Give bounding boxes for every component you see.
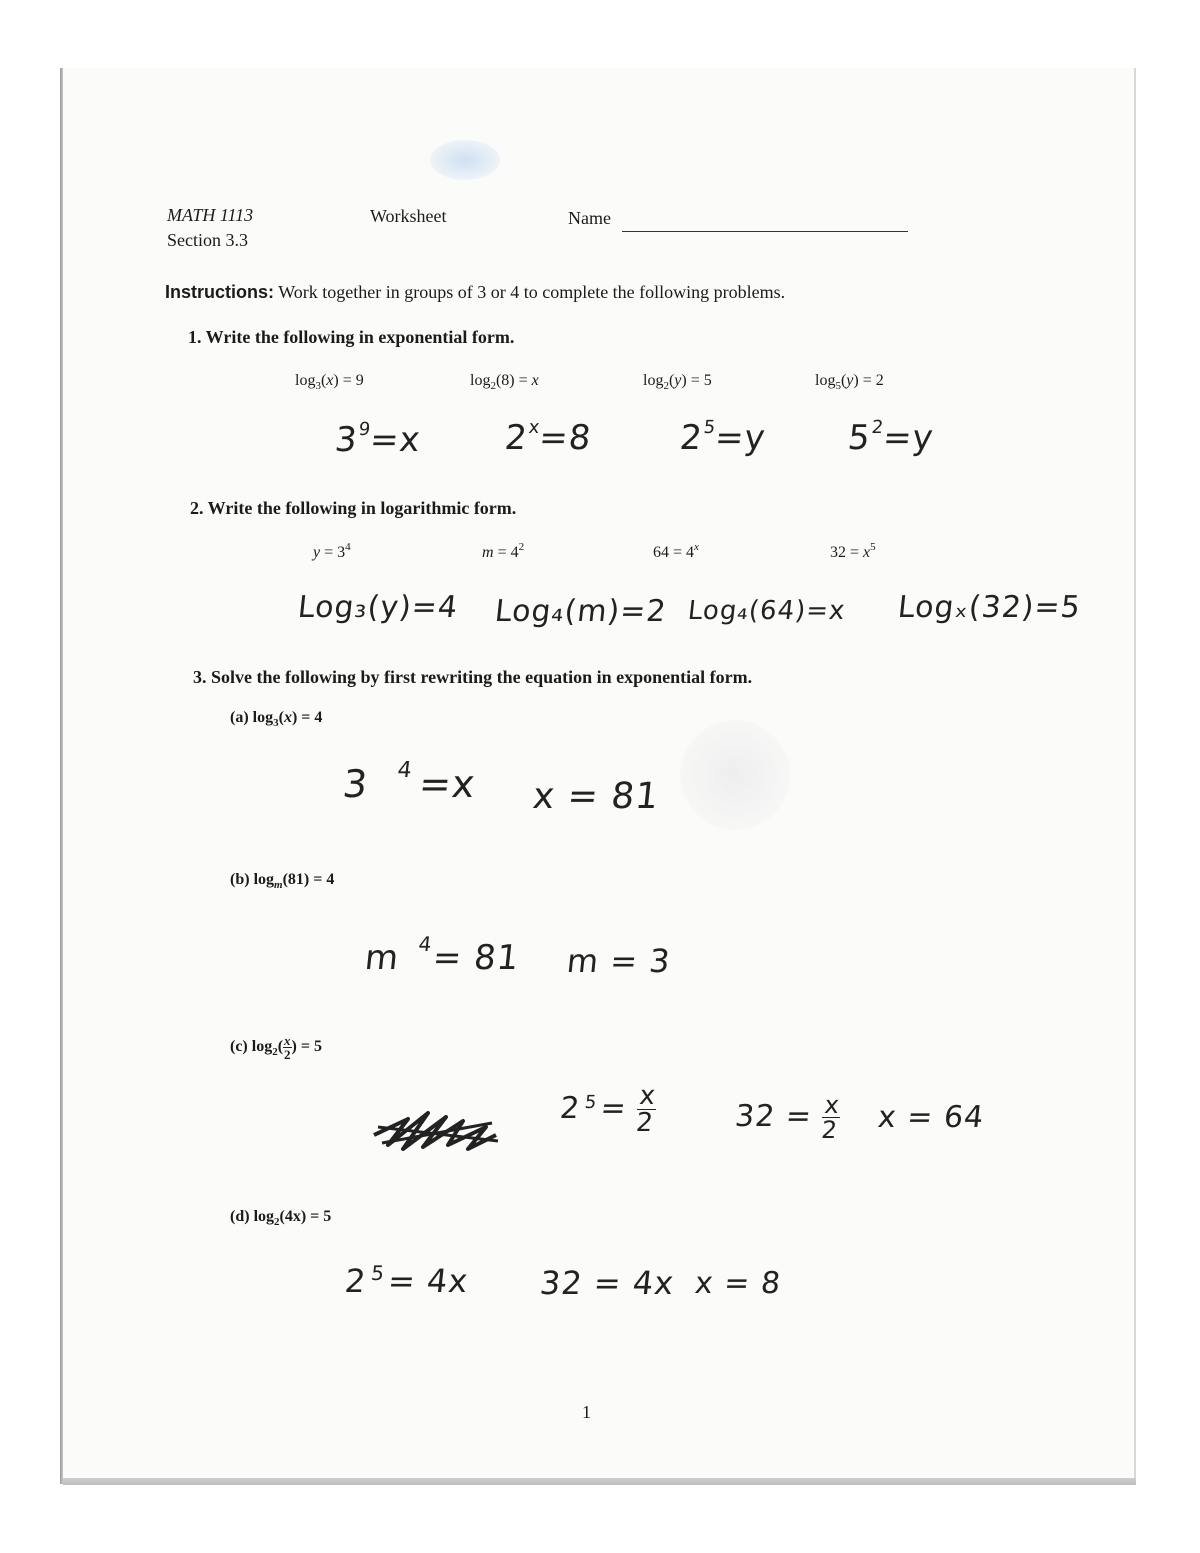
name-field[interactable] — [622, 231, 908, 232]
page-number: 1 — [582, 1402, 591, 1422]
problem-1-prompt: 1. Write the following in exponential form. — [188, 327, 515, 347]
p3c-work-step1: $2^5=$ $\frac{x}{2}$ — [558, 1081, 658, 1138]
p3a-work-answer: x = 81 — [530, 776, 662, 817]
p3a-work-exponential: 3 $^4$=x — [340, 758, 478, 806]
p3c-equation: (c) $\log_2$( $\frac{x}{2}$ ) = 5 — [230, 1033, 322, 1062]
p3d-work-answer: x = 8 — [693, 1266, 783, 1301]
problem-2-prompt: 2. Write the following in logarithmic form. — [190, 498, 517, 518]
instructions-text: Work together in groups of 3 or 4 to complete the following problems. — [278, 282, 786, 302]
p3d-work-step2: 32 = 4x — [538, 1264, 677, 1302]
p2-equation-2: $m = 4^2$ — [482, 541, 525, 561]
name-label: Name — [568, 208, 611, 228]
p1-equation-4: $\log_5(y) = 2$ — [815, 372, 884, 392]
p3d-work-step1: $2^5= 4x$ — [343, 1261, 471, 1300]
p1-equation-2: $\log_2(8) = x$ — [470, 372, 539, 392]
p3a-equation: (a) $\log_3(x) = 4$ — [230, 709, 323, 729]
smudge — [680, 720, 790, 830]
ink-blot — [430, 140, 500, 180]
course-title: MATH 1113 — [167, 205, 254, 225]
p2-equation-1: $y = 3^4$ — [313, 541, 351, 561]
p1-equation-1: $\log_3(x) = 9$ — [295, 372, 364, 392]
problem-3-prompt: 3. Solve the following by first rewriting the equation in exponential form. — [193, 667, 753, 687]
p3b-equation: (b) $\log_m(81) = 4$ — [230, 871, 335, 891]
p2-answer-2: Log₄(m)=2 — [493, 594, 669, 629]
p1-answer-1: $3^9=x$ — [332, 419, 423, 460]
instructions — [165, 282, 785, 303]
scribbled-out-work — [368, 1105, 508, 1155]
p2-answer-3: Log₄(64)=x — [686, 596, 847, 626]
p3c-work-answer: x = 64 — [876, 1100, 986, 1135]
paper-bottom-edge — [63, 1478, 1136, 1485]
p2-equation-3: $64 = 4^x$ — [653, 541, 699, 561]
section-label: Section 3.3 — [167, 230, 248, 250]
p3c-work-step2: 32 = $\frac{x}{2}$ — [733, 1091, 842, 1144]
p1-equation-3: $\log_2(y) = 5$ — [643, 372, 712, 392]
instructions-label: Instructions: — [165, 282, 275, 302]
p1-answer-2: $2^x=8$ — [502, 417, 594, 458]
p3b-work-exponential: m $^4$= 81 — [362, 932, 522, 978]
p1-answer-3: $2^5=y$ — [677, 417, 768, 458]
p2-equation-4: $32 = x^5$ — [830, 541, 876, 561]
p2-answer-1: Log₃(y)=4 — [296, 590, 460, 625]
worksheet-label: Worksheet — [370, 206, 447, 226]
p3d-equation: (d) $\log_2(4x) = 5$ — [230, 1208, 332, 1228]
p1-answer-4: $5^2=y$ — [845, 417, 936, 458]
p3b-work-answer: m = 3 — [565, 942, 673, 980]
p2-answer-4: Logₓ(32)=5 — [896, 590, 1083, 625]
